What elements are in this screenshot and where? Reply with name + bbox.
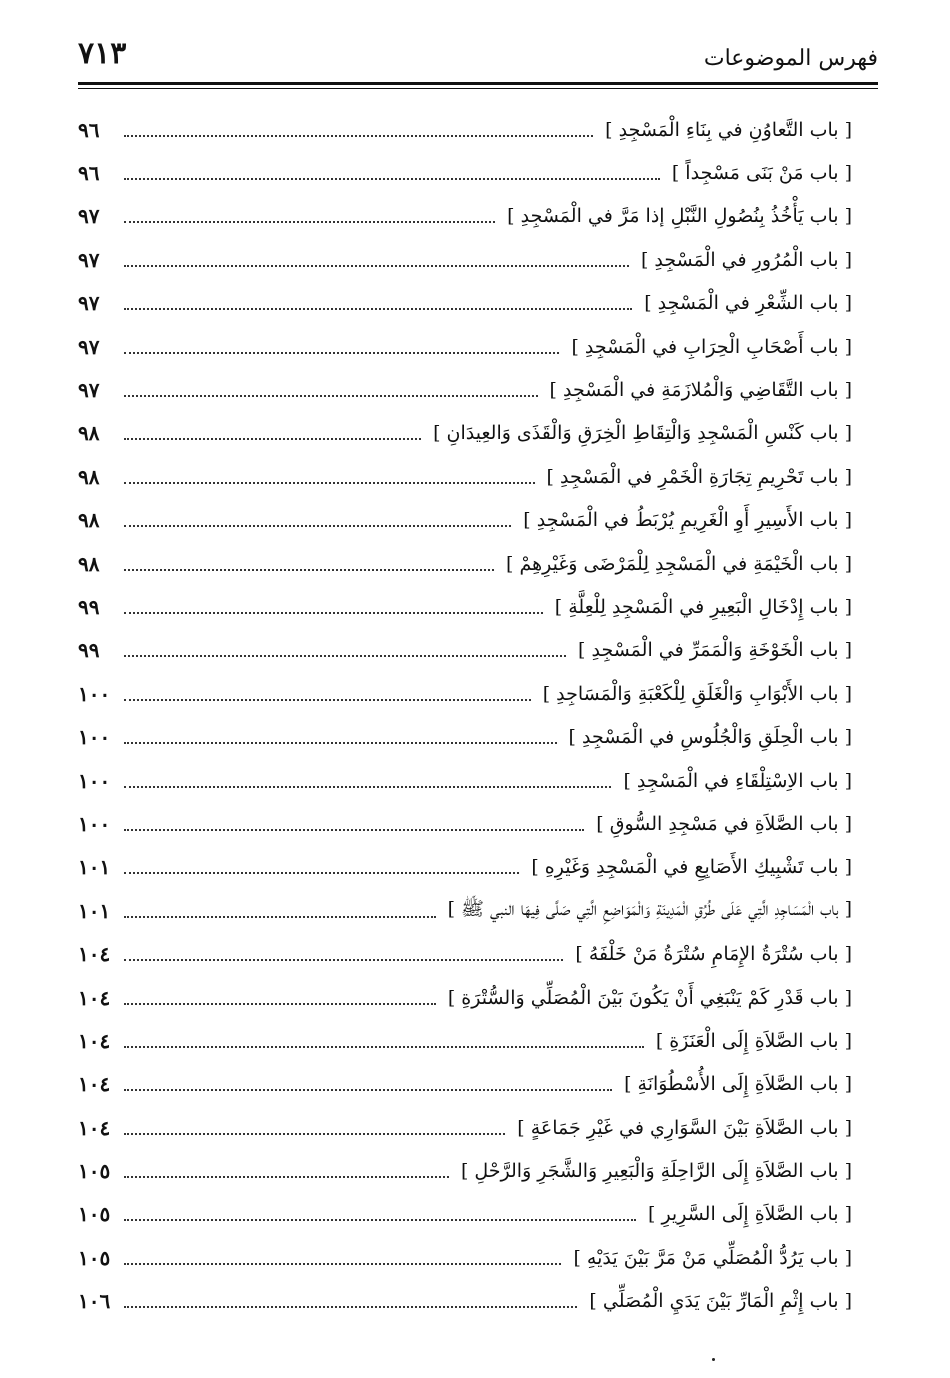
dot-leader [124, 655, 566, 657]
header-rule [78, 82, 878, 85]
dot-leader [124, 308, 632, 310]
toc-entry-title: [ باب يَأْخُذُ بِنُصُولِ النَّبْلِ إذا مَرَّ في الْمَسْجِدِ ] [507, 205, 852, 228]
toc-entry-title: [ باب الصَّلاَةِ في مَسْجِدِ السُّوقِ ] [596, 812, 852, 835]
toc-entry [78, 282, 852, 325]
dot-leader [124, 135, 593, 137]
dot-leader [124, 1263, 561, 1265]
toc-entry-title: [ باب الصَّلاَةِ إِلَى الأُسْطُوَانَةِ ] [624, 1073, 852, 1096]
toc-entry-title: [ باب الْحِلَقِ وَالْجُلُوسِ في الْمَسْجِدِ ] [568, 726, 852, 749]
toc-entry-title: [ باب الأَسِيرِ أَوِ الْغَرِيمِ يُرْبَطُ في الْمَسْجِدِ ] [523, 509, 852, 532]
toc-entry-page: ٩٨ [78, 508, 100, 533]
toc-entry [78, 412, 852, 455]
dot-leader [124, 1133, 505, 1135]
toc-entry [78, 368, 852, 411]
toc-entry-title: [ باب أَصْحَابِ الْحِرَابِ في الْمَسْجِدِ ] [571, 335, 852, 358]
toc-entry [78, 846, 852, 889]
dot-leader [124, 1046, 644, 1048]
toc-entry-page: ٩٧ [78, 247, 100, 272]
toc-entry [78, 499, 852, 542]
toc-entry [78, 542, 852, 585]
toc-entry [78, 802, 852, 845]
toc-entry-page: ١٠٤ [78, 942, 111, 967]
dot-leader [124, 699, 531, 701]
dot-leader [124, 612, 543, 614]
running-title: فهرس الموضوعات [703, 46, 878, 71]
toc-entry-page: ٩٨ [78, 421, 100, 446]
toc-entry-title: [ باب التَّعاوُنِ في بِنَاءِ الْمَسْجِدِ ] [605, 118, 852, 141]
toc-entry-title: [ باب الْمُرُورِ في الْمَسْجِدِ ] [640, 248, 852, 271]
dot-leader [124, 265, 629, 267]
toc-entry [78, 1280, 852, 1323]
toc-entry [78, 455, 852, 498]
toc-entry-page: ١٠٤ [78, 985, 111, 1010]
toc-entry [78, 151, 852, 194]
toc-entry [78, 1106, 852, 1149]
dot-leader [124, 221, 495, 223]
toc-entry-page: ١٠٥ [78, 1202, 111, 1227]
page-header [78, 32, 878, 82]
toc-entry [78, 759, 852, 802]
toc-entry-title: [ باب تَحْرِيمِ تِجَارَةِ الْخَمْرِ في الْمَسْجِدِ ] [546, 465, 852, 488]
dot-leader [124, 395, 538, 397]
toc-entry-title: [ باب الصَّلاَةِ إِلَى الْعَنَزَةِ ] [655, 1029, 852, 1052]
toc-entry-page: ٩٧ [78, 334, 100, 359]
page-number: ٧١٣ [78, 36, 127, 71]
dot-leader [124, 872, 519, 874]
table-of-contents [78, 108, 852, 1323]
dot-leader [124, 525, 511, 527]
dot-leader [124, 742, 557, 744]
toc-entry [78, 1193, 852, 1236]
toc-entry-title: [ باب كَنْسِ الْمَسْجِدِ وَالْتِقَاطِ الْخِرَقِ وَالْقَذَى وَالعِيدَانِ ] [433, 422, 852, 445]
toc-entry-page: ١٠٤ [78, 1028, 111, 1053]
dot-leader [124, 1176, 449, 1178]
toc-entry-page: ٩٦ [78, 117, 100, 142]
print-speck [712, 1358, 715, 1361]
toc-entry-title: [ باب الأَبْوَابِ وَالْغَلَقِ لِلْكَعْبَةِ وَالْمَسَاجِدِ ] [542, 682, 852, 705]
dot-leader [124, 1089, 612, 1091]
toc-entry [78, 629, 852, 672]
toc-entry [78, 715, 852, 758]
toc-entry [78, 672, 852, 715]
toc-entry-title: [ باب إِثْمِ الْمَارِّ بَيْنَ يَدَيِ الْمُصَلِّي ] [589, 1290, 852, 1313]
toc-entry-page: ١٠١ [78, 855, 111, 880]
dot-leader [124, 1003, 436, 1005]
toc-entry-title: [ باب إِدْخَالِ الْبَعِيرِ في الْمَسْجِدِ لِلْعِلَّةِ ] [554, 595, 852, 618]
dot-leader [124, 178, 660, 180]
toc-entry-title: [ باب الْخَيْمَةِ في الْمَسْجِدِ لِلْمَرْضَى وَغَيْرِهِمْ ] [506, 552, 852, 575]
toc-entry-title: [ باب الاِسْتِلْقَاءِ في الْمَسْجِدِ ] [623, 769, 852, 792]
toc-entry-title: [ باب يَرُدُّ الْمُصَلِّي مَنْ مَرَّ بَيْنَ يَدَيْهِ ] [573, 1246, 852, 1269]
toc-entry-title: [ باب الصَّلاَةِ إِلَى الرَّاحِلَةِ وَالْبَعِيرِ وَالشَّجَرِ وَالرَّحْلِ ] [460, 1160, 852, 1183]
toc-entry-page: ١٠٥ [78, 1245, 111, 1270]
toc-entry-page: ١٠٠ [78, 768, 111, 793]
toc-entry-page: ٩٧ [78, 378, 100, 403]
toc-entry-title: [ باب التَّقَاضِي وَالْمُلازَمَةِ في الْمَسْجِدِ ] [549, 379, 852, 402]
toc-entry-page: ١٠٠ [78, 811, 111, 836]
toc-entry [78, 1149, 852, 1192]
toc-entry-page: ١٠١ [78, 898, 111, 923]
dot-leader [124, 569, 494, 571]
dot-leader [124, 916, 436, 918]
toc-entry-page: ٩٧ [78, 204, 100, 229]
toc-entry [78, 889, 852, 932]
dot-leader [124, 786, 611, 788]
toc-entry-page: ١٠٤ [78, 1115, 111, 1140]
toc-entry [78, 325, 852, 368]
toc-entry [78, 108, 852, 151]
toc-entry-page: ٩٩ [78, 594, 100, 619]
toc-entry-title: [ باب الصَّلاَةِ إِلَى السَّرِيرِ ] [648, 1203, 852, 1226]
toc-entry [78, 932, 852, 975]
dot-leader [124, 438, 421, 440]
toc-entry [78, 585, 852, 628]
toc-entry-page: ٩٨ [78, 551, 100, 576]
header-rule-thin [78, 88, 878, 89]
toc-entry-page: ٩٩ [78, 638, 100, 663]
toc-entry-page: ٩٦ [78, 161, 100, 186]
dot-leader [124, 959, 563, 961]
toc-entry-title: [ باب الْخَوْخَةِ وَالْمَمَرِّ في الْمَسْجِدِ ] [578, 639, 852, 662]
toc-entry [78, 1019, 852, 1062]
toc-entry [78, 1063, 852, 1106]
dot-leader [124, 1219, 636, 1221]
toc-entry-page: ١٠٠ [78, 681, 111, 706]
toc-entry [78, 976, 852, 1019]
toc-entry-page: ١٠٦ [78, 1289, 111, 1314]
toc-entry-title: [ باب مَنْ بَنَى مَسْجِداً ] [671, 162, 852, 185]
toc-entry-page: ١٠٤ [78, 1072, 111, 1097]
toc-entry [78, 195, 852, 238]
dot-leader [124, 352, 559, 354]
toc-entry-title: [ باب الصَّلاَةِ بَيْنَ السَّوَارِي في غَيْرِ جَمَاعَةٍ ] [517, 1116, 852, 1139]
toc-entry-title: [ باب قَدْرِ كَمْ يَنْبَغِي أَنْ يَكُونَ بَيْنَ الْمُصَلِّي وَالسُّتْرَةِ ] [447, 986, 852, 1009]
toc-entry-title: [ باب سُتْرَةُ الإِمَامِ سُتْرَةُ مَنْ خَلْفَهُ ] [575, 943, 852, 966]
toc-entry-title: [ باب الْمَسَاجِدِ الَّتِي عَلَى طُرُقِ الْمَدِينَةِ وَالْمَوَاضِعِ الَّتِي صَلَّى فِيهَا النبي ﷺ ] [447, 897, 852, 920]
toc-entry [78, 1236, 852, 1279]
toc-entry-page: ١٠٠ [78, 725, 111, 750]
toc-entry-page: ١٠٥ [78, 1159, 111, 1184]
toc-entry-page: ٩٧ [78, 291, 100, 316]
dot-leader [124, 829, 584, 831]
toc-entry-page: ٩٨ [78, 464, 100, 489]
toc-entry-title: [ باب الشِّعْرِ في الْمَسْجِدِ ] [644, 292, 852, 315]
toc-entry [78, 238, 852, 281]
dot-leader [124, 1306, 577, 1308]
dot-leader [124, 482, 535, 484]
toc-entry-title: [ باب تَشْبِيكِ الأَصَابِعِ في الْمَسْجِدِ وَغَيْرِهِ ] [531, 856, 852, 879]
